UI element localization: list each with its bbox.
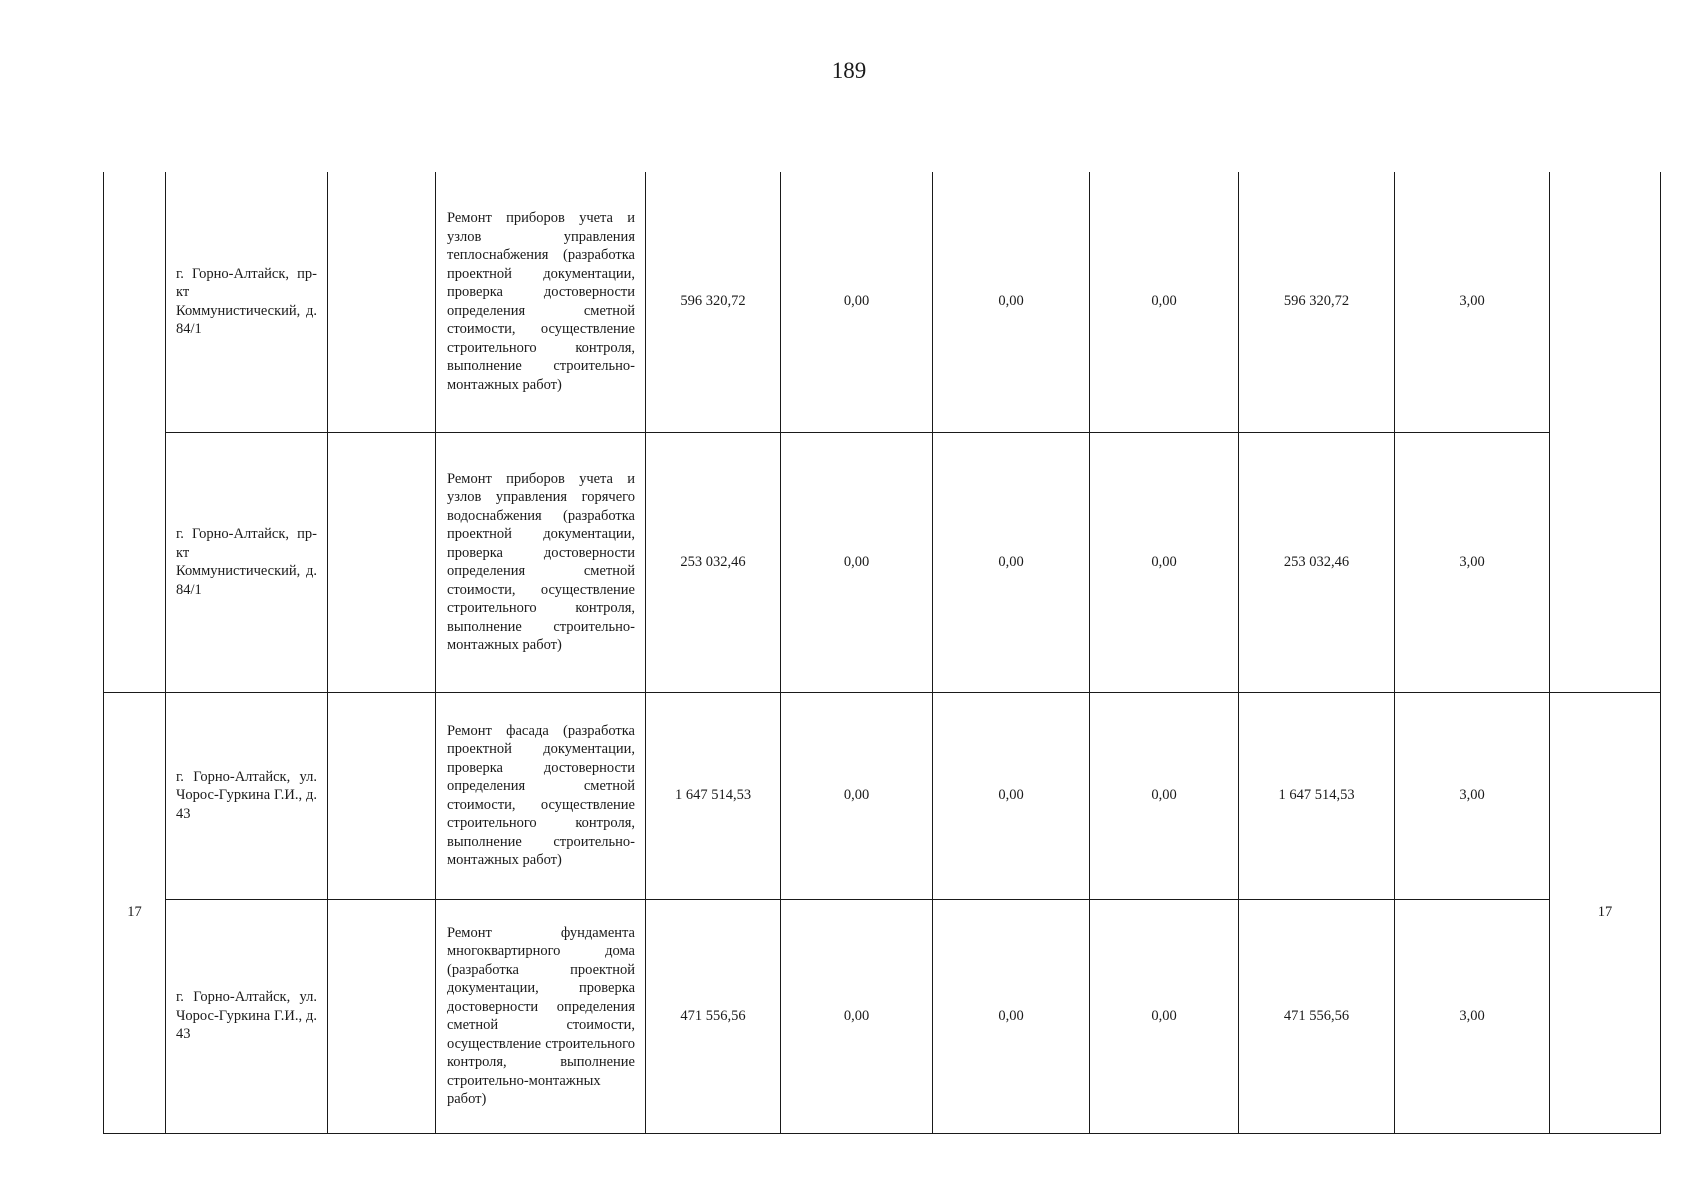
value-cell: 3,00 [1395,692,1550,899]
row-number-right: 17 [1550,692,1661,1133]
value-cell: 596 320,72 [1239,172,1395,432]
address-cell [166,432,328,692]
value-cell: 0,00 [933,692,1090,899]
row-number-cell-empty [104,172,166,692]
empty-cell [328,172,436,432]
row-number: 17 [104,692,166,1133]
value-cell: 0,00 [781,432,933,692]
table-row [104,432,1661,692]
value-cell: 1 647 514,53 [646,692,781,899]
address-text: г. Горно-Алтайск, ул. Чорос-Гуркина Г.И., д. 43 [176,768,317,822]
value-cell: 253 032,46 [1239,432,1395,692]
table-row [104,692,1661,899]
work-description-cell [436,692,646,899]
address-cell [166,692,328,899]
address-text: г. Горно-Алтайск, ул. Чорос-Гуркина Г.И., д. 43 [176,989,317,1043]
value-cell: 0,00 [781,692,933,899]
value-cell: 253 032,46 [646,432,781,692]
table-row [104,172,1661,432]
table-row [104,899,1661,1133]
value-cell: 0,00 [1090,899,1239,1133]
value-cell: 3,00 [1395,432,1550,692]
value-cell: 0,00 [1090,432,1239,692]
value-cell: 0,00 [1090,172,1239,432]
empty-cell [328,899,436,1133]
value-cell: 0,00 [781,899,933,1133]
value-cell: 471 556,56 [1239,899,1395,1133]
value-cell: 0,00 [933,899,1090,1133]
address-text: г. Горно-Алтайск, пр-кт Коммунистический, д. 84/1 [176,526,317,598]
work-description-cell [436,899,646,1133]
empty-cell [328,432,436,692]
value-cell: 0,00 [1090,692,1239,899]
work-description: Ремонт фасада (разработка проектной документации, проверка достоверности определения сметной стоимости, осуществление строительного контроля, выполнение строительно-монтажных работ) [447,722,635,868]
work-description: Ремонт приборов учета и узлов управления горячего водоснабжения (разработка проектной документации, проверка достоверности определения сметной стоимости, осуществление строительного контроля, выполнение строительно-монтажных работ) [447,470,635,653]
right-number-cell-empty [1550,172,1661,692]
value-cell: 0,00 [933,172,1090,432]
address-cell [166,172,328,432]
work-description: Ремонт фундамента многоквартирного дома (разработка проектной документации, проверка достоверности определения сметной стоимости, осуществление строительного контроля, выполнение строительно-монтажных работ) [447,924,635,1107]
value-cell: 0,00 [933,432,1090,692]
value-cell: 3,00 [1395,899,1550,1133]
repair-works-table [103,172,1661,1134]
value-cell: 471 556,56 [646,899,781,1133]
empty-cell [328,692,436,899]
value-cell: 1 647 514,53 [1239,692,1395,899]
page-number: 189 [831,58,867,83]
value-cell: 3,00 [1395,172,1550,432]
address-cell [166,899,328,1133]
work-description-cell [436,172,646,432]
value-cell: 0,00 [781,172,933,432]
work-description-cell [436,432,646,692]
value-cell: 596 320,72 [646,172,781,432]
work-description: Ремонт приборов учета и узлов управления теплоснабжения (разработка проектной документации, проверка достоверности определения сметной стоимости, осуществление строительного контроля, выполнение строительно-монтажных работ) [447,210,635,393]
address-text: г. Горно-Алтайск, пр-кт Коммунистический, д. 84/1 [176,265,317,338]
